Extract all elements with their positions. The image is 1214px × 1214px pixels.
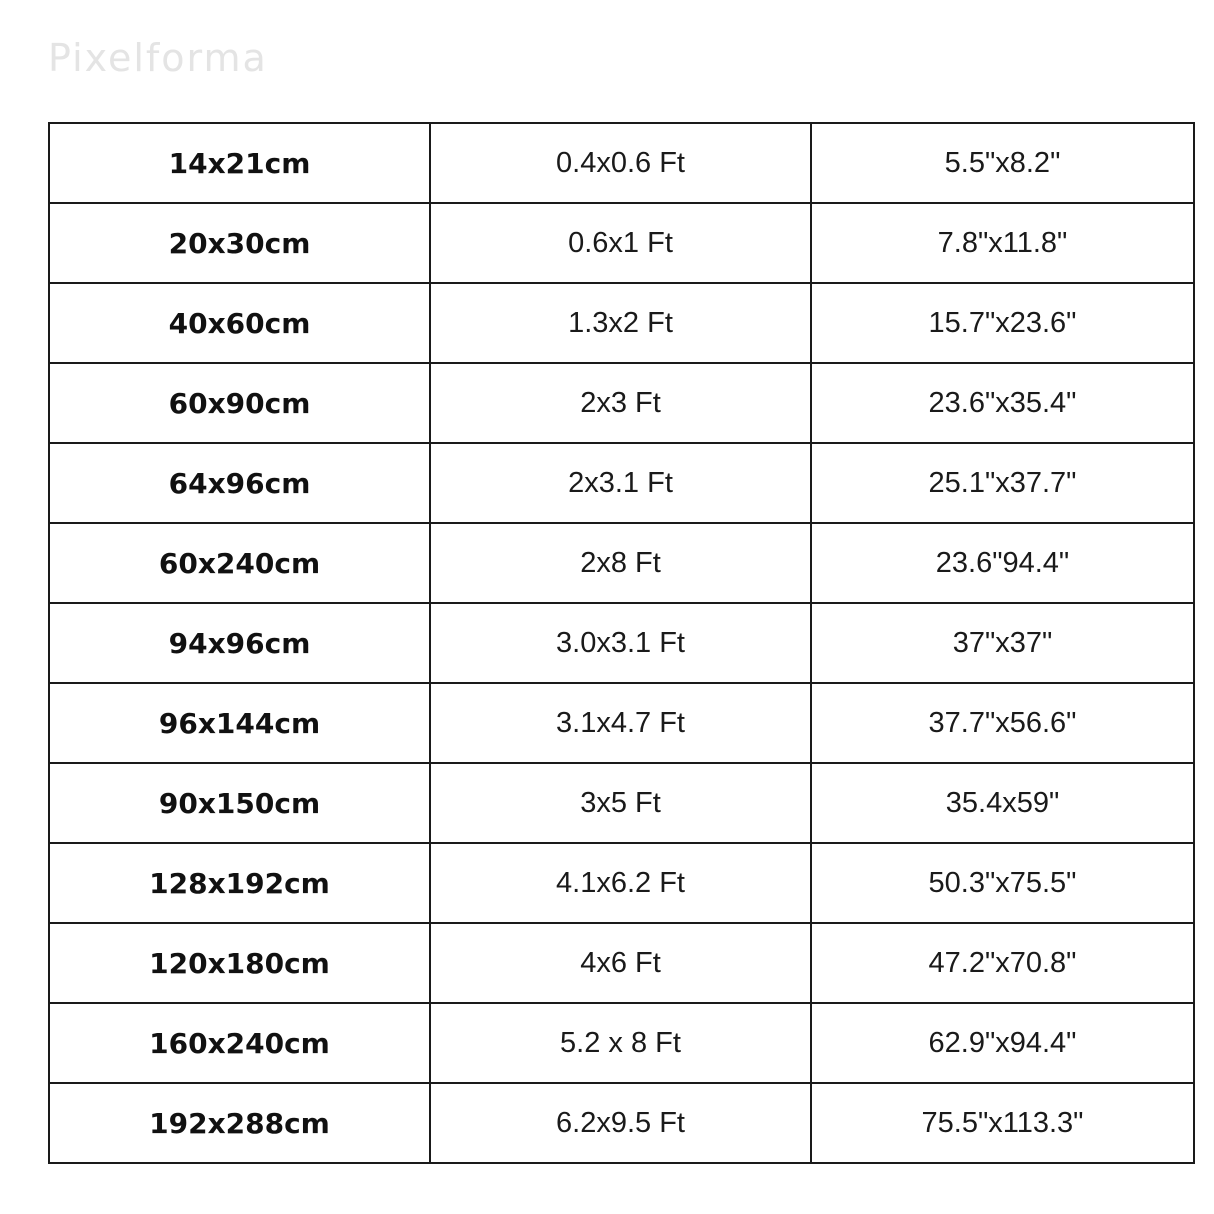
table-row bbox=[49, 123, 1194, 203]
size-inch-cell: 15.7"x23.6" bbox=[811, 283, 1194, 363]
size-inch-cell: 35.4x59" bbox=[811, 763, 1194, 843]
table-row bbox=[49, 1083, 1194, 1163]
size-ft-cell: 3.0x3.1 Ft bbox=[430, 603, 811, 683]
size-ft-cell: 2x8 Ft bbox=[430, 523, 811, 603]
table-row bbox=[49, 443, 1194, 523]
size-inch-cell: 7.8"x11.8" bbox=[811, 203, 1194, 283]
size-chart-table bbox=[48, 122, 1195, 1164]
table-row bbox=[49, 1003, 1194, 1083]
size-ft-cell: 2x3 Ft bbox=[430, 363, 811, 443]
size-ft-cell: 1.3x2 Ft bbox=[430, 283, 811, 363]
size-inch-cell: 23.6"94.4" bbox=[811, 523, 1194, 603]
size-cm-cell: 60x240cm bbox=[49, 523, 430, 603]
size-ft-cell: 4x6 Ft bbox=[430, 923, 811, 1003]
size-cm-cell: 192x288cm bbox=[49, 1083, 430, 1163]
size-cm-cell: 160x240cm bbox=[49, 1003, 430, 1083]
size-inch-cell: 25.1"x37.7" bbox=[811, 443, 1194, 523]
table-row bbox=[49, 603, 1194, 683]
size-ft-cell: 3.1x4.7 Ft bbox=[430, 683, 811, 763]
size-inch-cell: 37"x37" bbox=[811, 603, 1194, 683]
size-inch-cell: 23.6"x35.4" bbox=[811, 363, 1194, 443]
size-ft-cell: 6.2x9.5 Ft bbox=[430, 1083, 811, 1163]
size-cm-cell: 96x144cm bbox=[49, 683, 430, 763]
table-row bbox=[49, 923, 1194, 1003]
size-inch-cell: 37.7"x56.6" bbox=[811, 683, 1194, 763]
size-cm-cell: 120x180cm bbox=[49, 923, 430, 1003]
size-ft-cell: 4.1x6.2 Ft bbox=[430, 843, 811, 923]
size-cm-cell: 60x90cm bbox=[49, 363, 430, 443]
size-cm-cell: 20x30cm bbox=[49, 203, 430, 283]
size-cm-cell: 90x150cm bbox=[49, 763, 430, 843]
size-cm-cell: 40x60cm bbox=[49, 283, 430, 363]
size-cm-cell: 64x96cm bbox=[49, 443, 430, 523]
table-row bbox=[49, 283, 1194, 363]
size-ft-cell: 2x3.1 Ft bbox=[430, 443, 811, 523]
size-cm-cell: 128x192cm bbox=[49, 843, 430, 923]
size-ft-cell: 3x5 Ft bbox=[430, 763, 811, 843]
table-row bbox=[49, 763, 1194, 843]
size-inch-cell: 62.9"x94.4" bbox=[811, 1003, 1194, 1083]
size-inch-cell: 50.3"x75.5" bbox=[811, 843, 1194, 923]
size-chart-body bbox=[49, 123, 1194, 1163]
size-inch-cell: 47.2"x70.8" bbox=[811, 923, 1194, 1003]
table-row bbox=[49, 203, 1194, 283]
table-row bbox=[49, 523, 1194, 603]
table-row bbox=[49, 363, 1194, 443]
brand-watermark: Pixelforma bbox=[48, 36, 268, 80]
size-ft-cell: 0.4x0.6 Ft bbox=[430, 123, 811, 203]
size-inch-cell: 75.5"x113.3" bbox=[811, 1083, 1194, 1163]
size-ft-cell: 5.2 x 8 Ft bbox=[430, 1003, 811, 1083]
size-inch-cell: 5.5"x8.2" bbox=[811, 123, 1194, 203]
size-ft-cell: 0.6x1 Ft bbox=[430, 203, 811, 283]
table-row bbox=[49, 843, 1194, 923]
table-row bbox=[49, 683, 1194, 763]
size-cm-cell: 14x21cm bbox=[49, 123, 430, 203]
size-cm-cell: 94x96cm bbox=[49, 603, 430, 683]
